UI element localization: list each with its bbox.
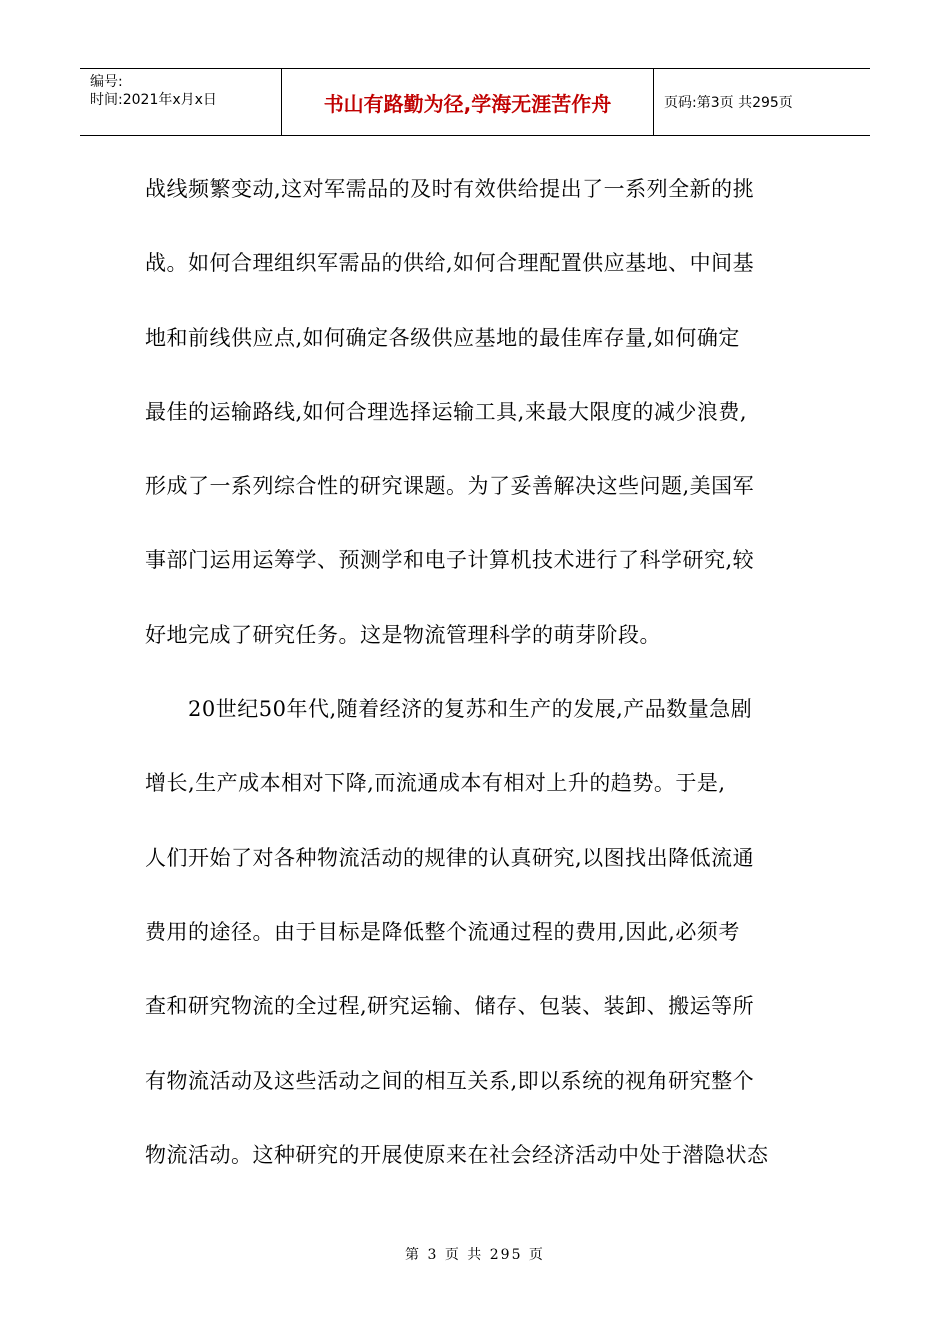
document-time: 时间:2021年x月x日 [90,92,217,108]
text-line: 有物流活动及这些活动之间的相互关系,即以系统的视角研究整个 [145,1068,755,1093]
header-meta [80,69,282,135]
document-number-label: 编号: [90,74,123,90]
text-line: 战。如何合理组织军需品的供给,如何合理配置供应基地、中间基 [145,251,755,276]
text-line: 地和前线供应点,如何确定各级供应基地的最佳库存量,如何确定 [145,325,740,350]
header-motto: 书山有路勤为径,学海无涯苦作舟 [282,69,654,135]
page-footer: 第 3 页 共 295 页 [405,1247,545,1263]
text-line: 物流活动。这种研究的开展使原来在社会经济活动中处于潜隐状态 [145,1142,769,1167]
document-body [145,152,815,1192]
text-line: 事部门运用运筹学、预测学和电子计算机技术进行了科学研究,较 [145,548,755,573]
text-line: 形成了一系列综合性的研究课题。为了妥善解决这些问题,美国军 [145,474,755,499]
header-page-info: 页码:第3页 共295页 [664,95,793,111]
text-line: 人们开始了对各种物流活动的规律的认真研究,以图找出降低流通 [145,845,755,870]
text-line: 20世纪50年代,随着经济的复苏和生产的发展,产品数量急剧 [145,697,753,722]
text-line: 查和研究物流的全过程,研究运输、储存、包装、装卸、搬运等所 [145,994,755,1019]
text-line: 费用的途径。由于目标是降低整个流通过程的费用,因此,必须考 [145,919,740,944]
text-line: 战线频繁变动,这对军需品的及时有效供给提出了一系列全新的挑 [145,177,755,201]
text-line: 好地完成了研究任务。这是物流管理科学的萌芽阶段。 [145,622,661,647]
text-line: 增长,生产成本相对下降,而流通成本有相对上升的趋势。于是, [145,771,726,796]
page-header [80,68,870,136]
text-line: 最佳的运输路线,如何合理选择运输工具,来最大限度的减少浪费, [145,399,748,424]
